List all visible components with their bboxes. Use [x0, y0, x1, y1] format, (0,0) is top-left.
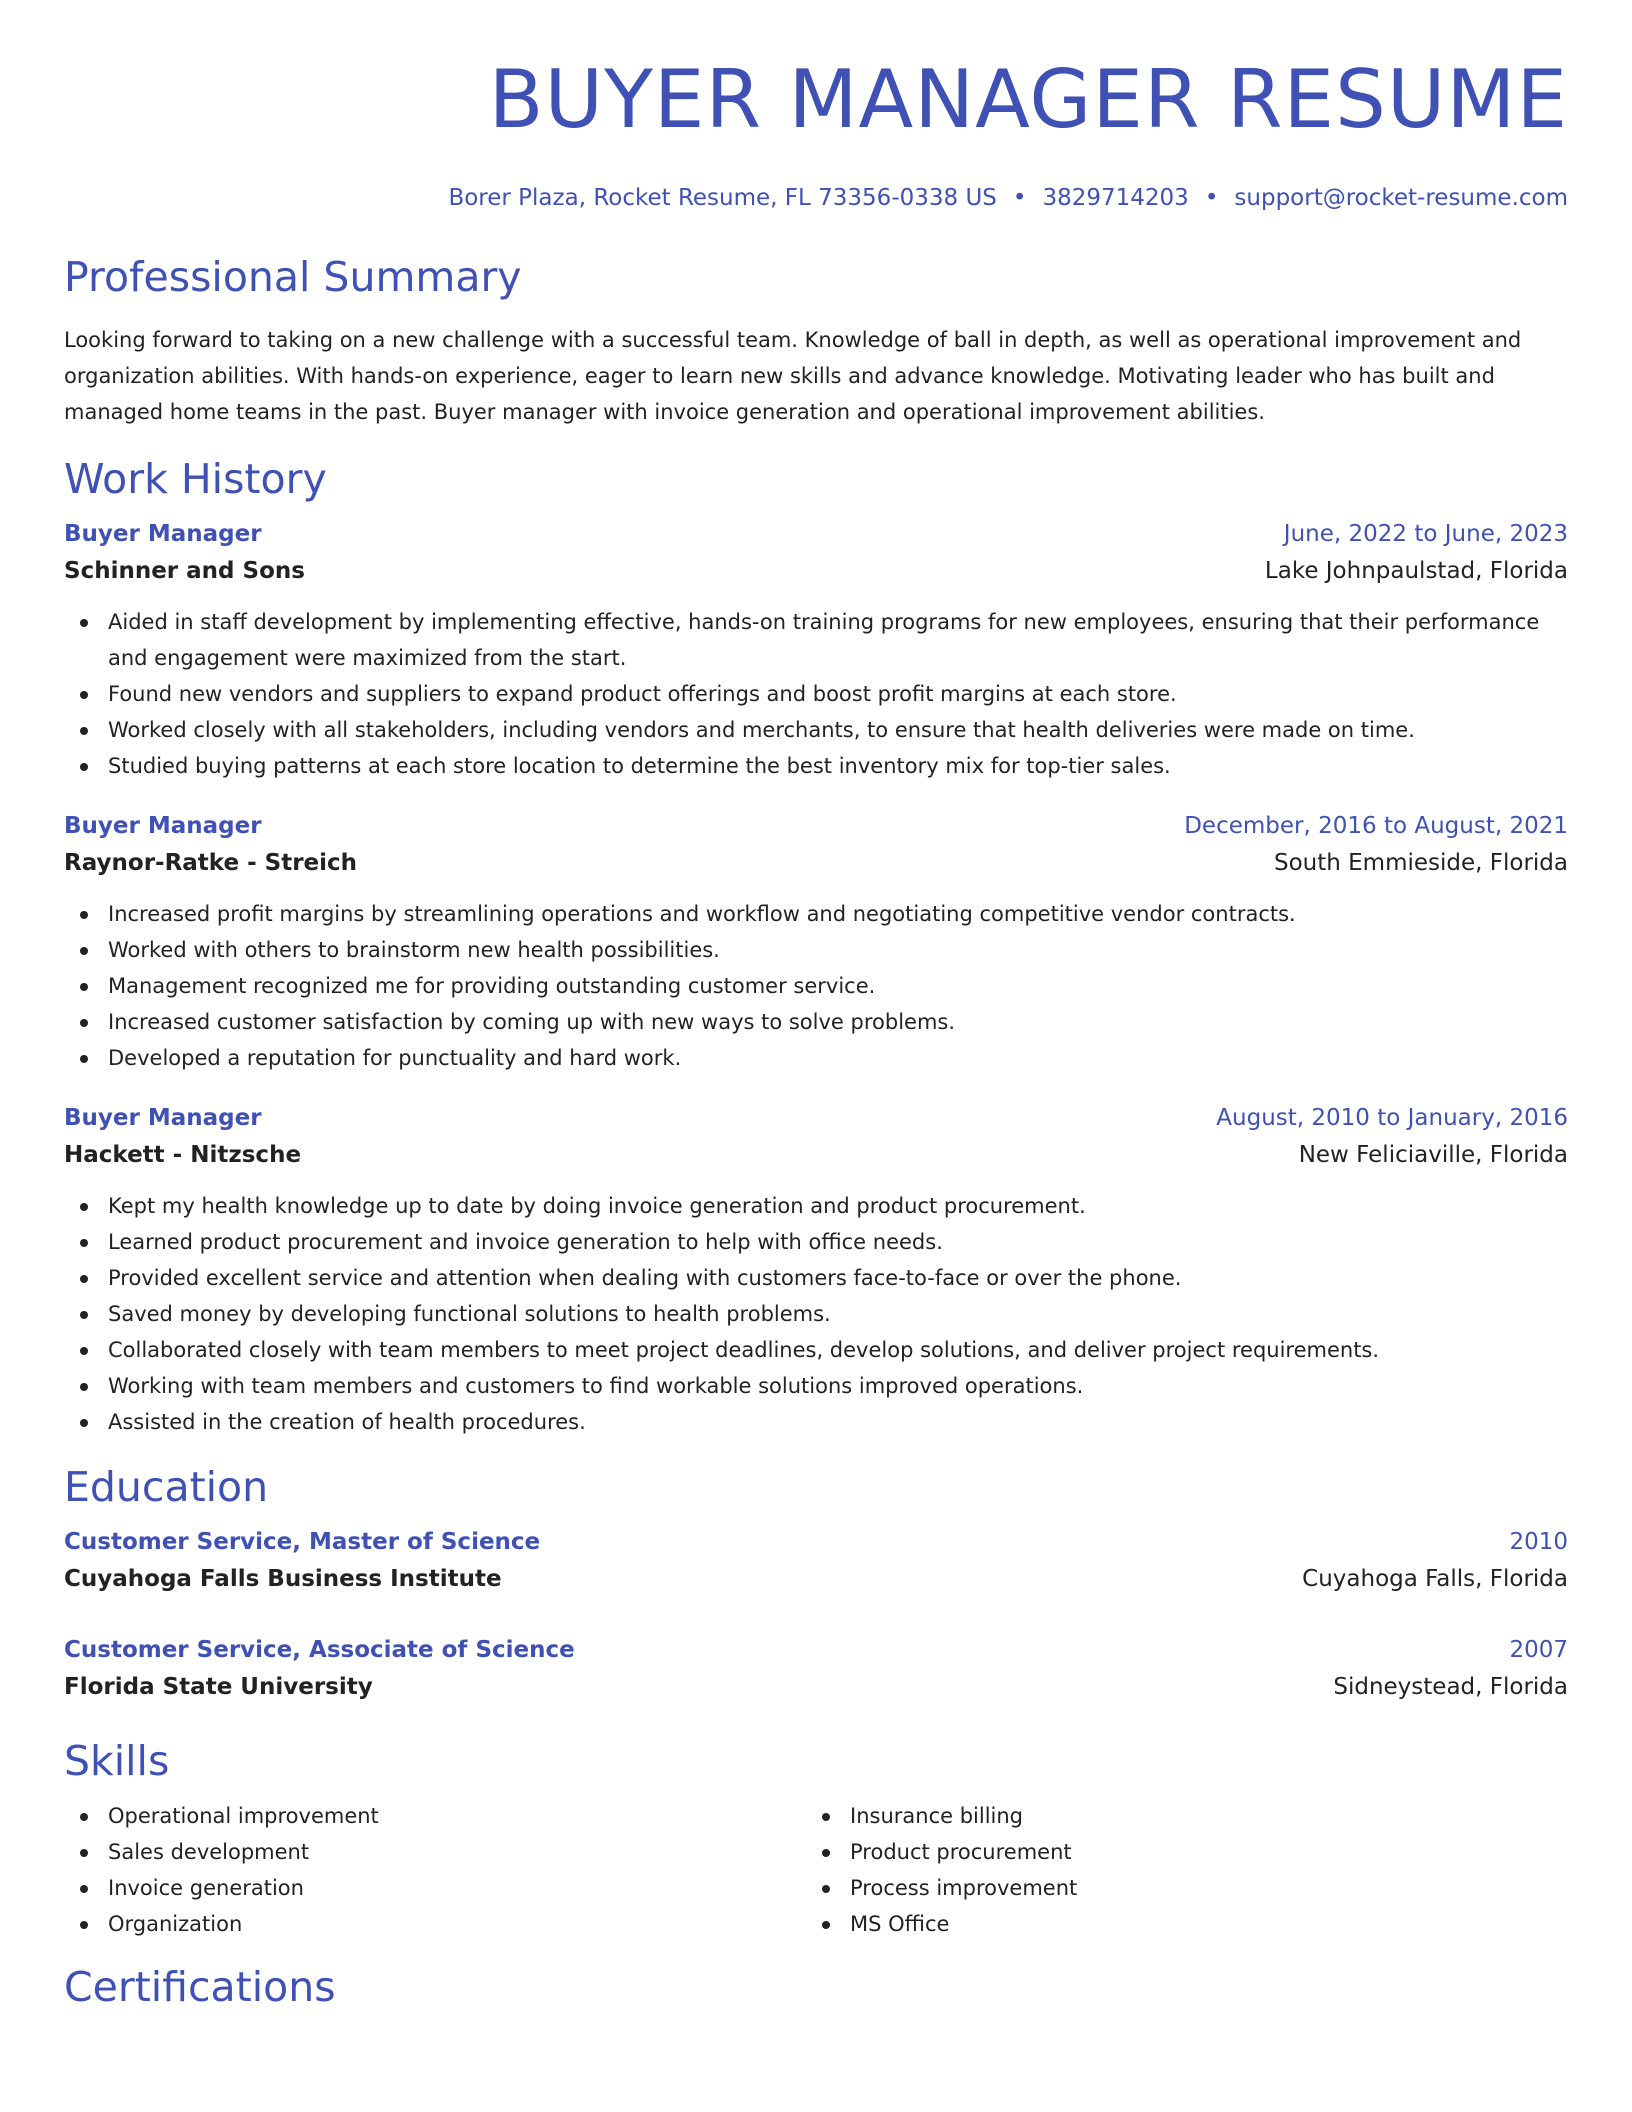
- education-subheader: [64, 1668, 1568, 1706]
- job-entry: [64, 1100, 1568, 1440]
- list-item: Collaborated closely with team members to meet project deadlines, develop solutions, and deliver project requirements.: [64, 1332, 1568, 1368]
- skill-item: Product procurement: [806, 1834, 1548, 1870]
- job-company: Hackett - Nitzsche: [64, 1142, 302, 1168]
- list-item: Kept my health knowledge up to date by doing invoice generation and product procurement.: [64, 1188, 1568, 1224]
- job-bullets: [64, 1188, 1568, 1440]
- contact-separator: •: [1204, 185, 1219, 211]
- list-item: Learned product procurement and invoice generation to help with office needs.: [64, 1224, 1568, 1260]
- list-item: Increased profit margins by streamlining operations and workflow and negotiating competitive vendor contracts.: [64, 896, 1568, 932]
- section-title-certifications: Certifications: [64, 1963, 336, 2011]
- list-item: Working with team members and customers to find workable solutions improved operations.: [64, 1368, 1568, 1404]
- contact-phone[interactable]: 3829714203: [1042, 185, 1189, 211]
- education-location: Cuyahoga Falls, Florida: [1302, 1566, 1568, 1592]
- job-location: Lake Johnpaulstad, Florida: [1264, 558, 1568, 584]
- job-location: South Emmieside, Florida: [1273, 850, 1568, 876]
- skill-item: Organization: [64, 1906, 806, 1942]
- resume-header: [64, 0, 1568, 212]
- resume-page: [64, 0, 1568, 2012]
- contact-email[interactable]: support@rocket-resume.com: [1234, 185, 1568, 211]
- summary-text: Looking forward to taking on a new challenge with a successful team. Knowledge of ball in depth, as well as operational improvement and organization abilities. With hands-on experience, eager to learn new skills and advance knowledge. Motivating leader who has built and managed home teams in the past. Buyer manager with invoice generation and operational improvement abilities.: [64, 328, 1522, 424]
- job-bullets: [64, 604, 1568, 784]
- skill-item: MS Office: [806, 1906, 1548, 1942]
- list-item: Saved money by developing functional solutions to health problems.: [64, 1296, 1568, 1332]
- education-header: [64, 1632, 1568, 1668]
- skill-item: Sales development: [64, 1834, 806, 1870]
- list-item: Developed a reputation for punctuality and hard work.: [64, 1040, 1568, 1076]
- job-dates: June, 2022 to June, 2023: [1283, 521, 1568, 547]
- job-subheader: [64, 552, 1568, 590]
- job-dates: August, 2010 to January, 2016: [1216, 1105, 1568, 1131]
- job-header: [64, 516, 1568, 552]
- education-school: Cuyahoga Falls Business Institute: [64, 1566, 502, 1592]
- skill-item: Invoice generation: [64, 1870, 806, 1906]
- job-dates: December, 2016 to August, 2021: [1184, 813, 1568, 839]
- job-company: Schinner and Sons: [64, 558, 305, 584]
- education-entry: [64, 1524, 1568, 1598]
- job-subheader: [64, 844, 1568, 882]
- list-item: Worked with others to brainstorm new health possibilities.: [64, 932, 1568, 968]
- job-location: New Feliciaville, Florida: [1298, 1142, 1568, 1168]
- skill-item: Insurance billing: [806, 1798, 1548, 1834]
- section-title-education: Education: [64, 1463, 269, 1511]
- education-school: Florida State University: [64, 1674, 373, 1700]
- job-header: [64, 808, 1568, 844]
- list-item: Worked closely with all stakeholders, including vendors and merchants, to ensure that health deliveries were made on time.: [64, 712, 1568, 748]
- job-role: Buyer Manager: [64, 521, 262, 547]
- list-item: Studied buying patterns at each store location to determine the best inventory mix for top-tier sales.: [64, 748, 1568, 784]
- job-company: Raynor-Ratke - Streich: [64, 850, 358, 876]
- job-entry: [64, 516, 1568, 784]
- list-item: Increased customer satisfaction by coming up with new ways to solve problems.: [64, 1004, 1568, 1040]
- skills-column-right: [806, 1798, 1548, 1942]
- education-degree: Customer Service, Associate of Science: [64, 1637, 575, 1663]
- education-degree: Customer Service, Master of Science: [64, 1529, 541, 1555]
- list-item: Provided excellent service and attention when dealing with customers face-to-face or over the phone.: [64, 1260, 1568, 1296]
- list-item: Management recognized me for providing outstanding customer service.: [64, 968, 1568, 1004]
- job-role: Buyer Manager: [64, 813, 262, 839]
- contact-address: Borer Plaza, Rocket Resume, FL 73356-0338 US: [448, 185, 997, 211]
- section-title-skills: Skills: [64, 1737, 170, 1785]
- skills-list: [64, 1798, 1568, 1942]
- education-year: 2007: [1509, 1637, 1568, 1663]
- education-year: 2010: [1509, 1529, 1568, 1555]
- job-role: Buyer Manager: [64, 1105, 262, 1131]
- job-entry: [64, 808, 1568, 1076]
- contact-separator: •: [1012, 185, 1027, 211]
- list-item: Aided in staff development by implementing effective, hands-on training programs for new employees, ensuring that their performance and engagement were maximized from the start.: [64, 604, 1568, 676]
- education-subheader: [64, 1560, 1568, 1598]
- skill-item: Process improvement: [806, 1870, 1548, 1906]
- list-item: Assisted in the creation of health procedures.: [64, 1404, 1568, 1440]
- list-item: Found new vendors and suppliers to expand product offerings and boost profit margins at each store.: [64, 676, 1568, 712]
- skills-column-left: [64, 1798, 806, 1942]
- job-header: [64, 1100, 1568, 1136]
- skill-item: Operational improvement: [64, 1798, 806, 1834]
- resume-title: BUYER MANAGER RESUME: [488, 53, 1568, 146]
- section-title-work: Work History: [64, 455, 327, 503]
- education-location: Sidneystead, Florida: [1333, 1674, 1568, 1700]
- job-bullets: [64, 896, 1568, 1076]
- education-entry: [64, 1632, 1568, 1706]
- section-title-summary: Professional Summary: [64, 253, 522, 301]
- contact-line: [64, 184, 1568, 212]
- job-subheader: [64, 1136, 1568, 1174]
- education-header: [64, 1524, 1568, 1560]
